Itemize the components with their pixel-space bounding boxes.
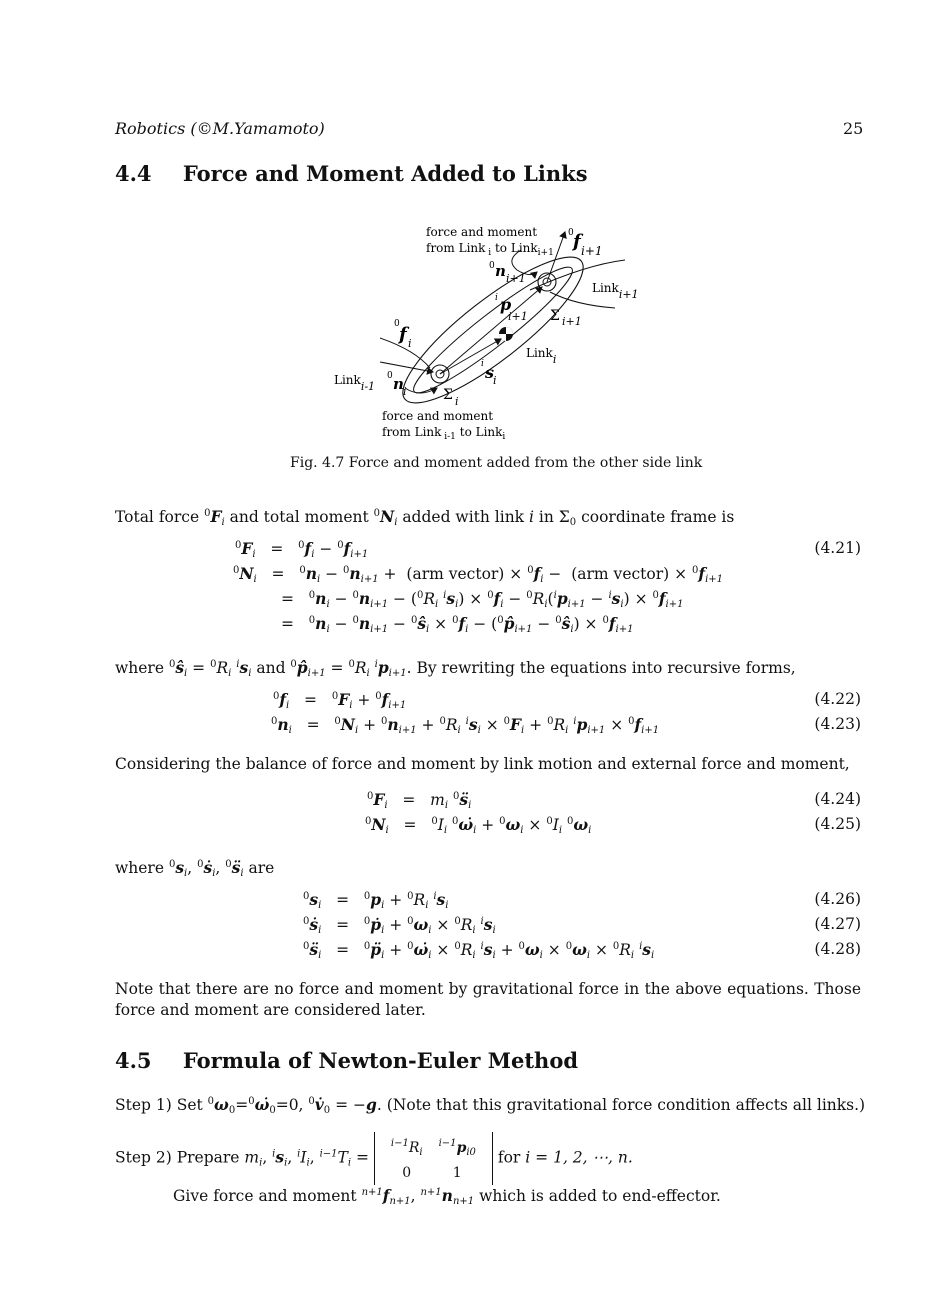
equation-number-4-21: (4.21) — [814, 539, 861, 557]
equation-4-23: $^0n_i = ^0N_i + ^0n_{i+1} + ^0R_i$ $^is_i \times ^0F_i + ^0R_i$ $^ip_{i+1} \times ^0f_{i+1}$ — [271, 715, 660, 736]
svg-text:i+1: i+1 — [506, 272, 526, 285]
svg-text:0: 0 — [394, 319, 400, 329]
step-2: Step 2) Prepare $m_i$, $^is_i$, $^iI_i$, $^{i-1}T_i$ = $^{i-1}R_i$ $^{i-1}p_{i0}$ 0 1 for i = 1, 2, ⋯, n. — [115, 1132, 633, 1185]
svg-text:i+1: i+1 — [508, 310, 528, 323]
transform-matrix: $^{i-1}R_i$ $^{i-1}p_{i0}$ 0 1 — [374, 1132, 493, 1185]
equation-4-21-line4: = $^0n_i - ^0n_{i+1}$ − $^0ŝ_i \times ^0f_i$ − ($^0p̂_{i+1}$ − $^0ŝ_i) \times ^0f_{i+1}$ — [281, 614, 634, 635]
equation-4-21-line1: $^0F_i = ^0f_i - ^0f_{i+1}$ — [235, 539, 369, 560]
svg-text:i: i — [495, 293, 498, 303]
balance-paragraph: Considering the balance of force and moment by link motion and external force and moment, — [115, 755, 850, 773]
svg-text:i: i — [455, 395, 459, 408]
equation-number-4-25: (4.25) — [814, 815, 861, 833]
svg-text:f: f — [573, 231, 581, 252]
svg-text:Linki: Linki — [526, 346, 557, 366]
note-paragraph: Note that there are no force and moment by gravitational force in the above equations. Those force and moment are considered later. — [115, 980, 861, 1019]
svg-text:force and moment: force and moment — [382, 409, 494, 423]
equation-number-4-23: (4.23) — [814, 715, 861, 733]
section-heading-4-4 — [115, 161, 588, 186]
svg-text:i: i — [408, 337, 412, 350]
step-2-continuation: Give force and moment $^{n+1}f_{n+1}$, $^{n+1}n_{n+1}$ which is added to end-effector. — [173, 1186, 721, 1207]
section-heading-4-5 — [115, 1048, 578, 1073]
equation-number-4-22: (4.22) — [814, 690, 861, 708]
section-number: 4.4 — [115, 161, 152, 186]
equation-number-4-26: (4.26) — [814, 890, 861, 908]
equation-4-22: $^0f_i = ^0F_i + ^0f_{i+1}$ — [273, 690, 407, 711]
svg-text:Σ: Σ — [550, 308, 560, 324]
force-moment-diagram — [325, 220, 655, 450]
equation-number-4-27: (4.27) — [814, 915, 861, 933]
section-number: 4.5 — [115, 1048, 152, 1073]
svg-text:0: 0 — [387, 371, 393, 381]
equation-number-4-24: (4.24) — [814, 790, 861, 808]
svg-text:Linki-1: Linki-1 — [334, 373, 376, 393]
equation-4-28: $^0s̈_i$ = $^0p̈_i$ + $^0\omegȧ_i \times ^0R_i$ $^is_i + ^0\omega_i \times ^0\omega_i \times ^0R_i$ $^is_i$ — [303, 940, 655, 961]
svg-text:i+1: i+1 — [562, 315, 582, 328]
svg-text:force and moment: force and moment — [426, 225, 538, 239]
equation-number-4-28: (4.28) — [814, 940, 861, 958]
svg-text:0: 0 — [489, 261, 495, 271]
equation-4-21-line3: = $^0n_i - ^0n_{i+1} - (^0R_i$ $^is_i) \times ^0f_i - ^0R_i(^ip_{i+1} - ^is_i) \times ^0f_{i+1}$ — [281, 589, 684, 610]
svg-text:n: n — [495, 262, 506, 280]
svg-text:0: 0 — [568, 228, 574, 238]
intro-paragraph: Total force $^0F_i$ and total moment $^0N_i$ added with link i in $\Sigma_0$ coordinate frame is — [115, 507, 735, 528]
svg-text:p: p — [500, 295, 512, 314]
svg-text:i: i — [403, 385, 407, 398]
svg-text:s: s — [485, 363, 495, 382]
running-header: Robotics (©M.Yamamoto) — [115, 119, 325, 138]
section-title: Formula of Newton-Euler Method — [182, 1048, 579, 1073]
equation-4-25: $^0N_i = ^0I_i$ $^0\omegȧ_i + ^0\omega_i \times ^0I_i$ $^0\omega_i$ — [365, 815, 592, 836]
svg-text:n: n — [393, 375, 404, 393]
section-title: Force and Moment Added to Links — [182, 161, 588, 186]
svg-text:i: i — [493, 374, 497, 387]
equation-4-24: $^0F_i = m_i$ $^0s̈_i$ — [367, 790, 472, 811]
equation-4-21-line2: $^0N_i = ^0n_i - ^0n_{i+1} + (arm$ vector) × $^0f_i - (arm$ vector) × $^0f_{i+1}$ — [233, 564, 724, 585]
svg-text:from Link i to Linki+1: from Link $_i$ to Link$_{i+1}$ — [426, 241, 554, 258]
svg-text:Σ: Σ — [443, 387, 453, 403]
svg-text:i+1: i+1 — [581, 244, 603, 258]
where-paragraph-1: where $^0ŝ_i = ^0R_i$ $^is_i$ and $^0p̂_{i+1} = ^0R_i$ $^ip_{i+1}$. By rewriting the equations into recursive forms, — [115, 658, 796, 679]
equation-4-27: $^0$ṡ$_i$ = $^0$ṗ$_i$ + $^0\omega_i \times ^0R_i$ $^is_i$ — [303, 915, 496, 936]
svg-text:Linki+1: Linki+1 — [592, 281, 639, 301]
svg-text:from Link i-1 to Linki: from Link $_{i-1}$ to Link$_i$ — [382, 425, 506, 442]
figure-caption: Fig. 4.7 Force and moment added from the other side link — [290, 455, 703, 471]
svg-text:f: f — [399, 324, 407, 345]
where-paragraph-2: where $^0s_i$, $^0$ṡ$_i$, $^0s̈_i$ are — [115, 858, 275, 879]
step-1: Step 1) Set $^0\omega_0=^0\omegȧ_0=0$, $^0v̇_0 = -g$. (Note that this gravitational force condition affects all links.) — [115, 1095, 866, 1116]
page-number: 25 — [843, 119, 864, 138]
svg-text:i: i — [481, 359, 484, 369]
equation-4-26: $^0s_i = ^0p_i + ^0R_i$ $^is_i$ — [303, 890, 449, 911]
